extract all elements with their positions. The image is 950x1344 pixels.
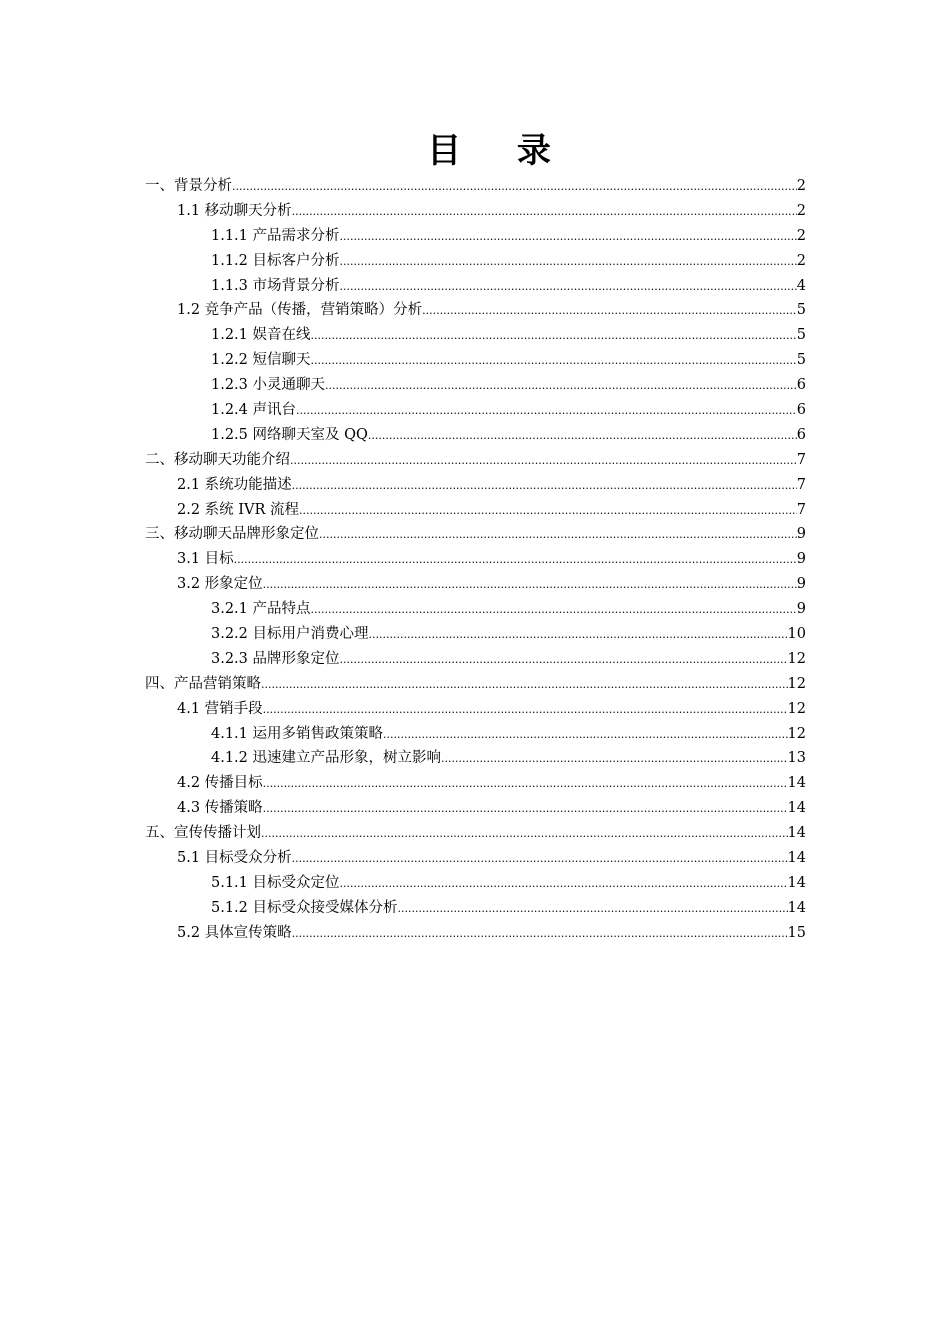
toc-leader-dots (263, 698, 788, 722)
toc-entry-page-number: 13 (787, 750, 806, 767)
toc-entry-page-number: 2 (796, 202, 806, 219)
toc-leader-dots (441, 747, 788, 771)
toc-entry-label: 4.1.1 运用多销售政策策略 (211, 725, 384, 742)
toc-leader-dots (311, 349, 797, 373)
toc-leader-dots (340, 648, 788, 672)
toc-leader-dots (368, 424, 797, 448)
toc-entry-page-number: 14 (787, 800, 806, 817)
toc-entry[interactable] (145, 622, 806, 647)
toc-entry-page-number: 9 (796, 601, 806, 618)
toc-leader-dots (263, 772, 788, 796)
toc-entry-label: 2.1 系统功能描述 (177, 476, 292, 493)
toc-entry-page-number: 9 (796, 551, 806, 568)
toc-entry-label: 1.2.5 网络聊天室及 QQ (211, 426, 368, 443)
toc-entry-label: 4.1.2 迅速建立产品形象，树立影响 (211, 750, 442, 767)
toc-leader-dots (292, 922, 788, 946)
toc-leader-dots (296, 399, 797, 423)
toc-entry[interactable] (145, 473, 806, 498)
toc-entry[interactable] (145, 174, 806, 199)
toc-entry[interactable] (145, 921, 806, 946)
toc-entry-page-number: 2 (796, 178, 806, 194)
toc-entry[interactable] (145, 199, 806, 224)
toc-entry-label: 1.2.1 娱音在线 (211, 327, 311, 344)
toc-entry[interactable] (145, 274, 806, 299)
toc-entry-page-number: 10 (787, 626, 806, 643)
toc-leader-dots (319, 523, 797, 547)
toc-entry-page-number: 9 (796, 576, 806, 593)
toc-entry[interactable] (145, 498, 806, 523)
toc-entry-label: 1.2.4 声讯台 (211, 402, 297, 419)
toc-entry-label: 一、背景分析 (145, 178, 232, 194)
toc-entry-page-number: 6 (796, 426, 806, 443)
toc-leader-dots (292, 200, 797, 224)
toc-entry-label: 1.2.2 短信聊天 (211, 352, 311, 369)
toc-entry-page-number: 7 (796, 501, 806, 518)
toc-entry-page-number: 12 (787, 700, 806, 717)
toc-leader-dots (325, 374, 797, 398)
toc-entry-label: 4.2 传播目标 (177, 775, 263, 792)
toc-entry-label: 1.2 竞争产品（传播，营销策略）分析 (177, 302, 423, 319)
toc-entry-label: 1.1.2 目标客户分析 (211, 252, 340, 269)
toc-entry-page-number: 7 (796, 476, 806, 493)
toc-leader-dots (340, 250, 797, 274)
toc-entry-page-number: 2 (796, 252, 806, 269)
toc-leader-dots (422, 299, 797, 323)
toc-entry-label: 1.2.3 小灵通聊天 (211, 377, 326, 394)
toc-entry-label: 1.1.3 市场背景分析 (211, 277, 340, 294)
toc-entry-label: 5.1.1 目标受众定位 (211, 874, 340, 891)
toc-entry-page-number: 5 (796, 327, 806, 344)
toc-entry-label: 3.2.2 目标用户消费心理 (211, 626, 369, 643)
toc-entry[interactable] (145, 249, 806, 274)
toc-entry[interactable] (145, 846, 806, 871)
toc-entry[interactable] (145, 298, 806, 323)
toc-entry-page-number: 6 (796, 402, 806, 419)
toc-entry-label: 3.2.3 品牌形象定位 (211, 650, 340, 667)
toc-entry-page-number: 15 (787, 924, 806, 941)
toc-entry-page-number: 5 (796, 302, 806, 319)
toc-entry-label: 1.1 移动聊天分析 (177, 202, 292, 219)
toc-entry[interactable] (145, 323, 806, 348)
toc-entry-page-number: 14 (787, 899, 806, 916)
toc-entry[interactable] (145, 722, 806, 747)
toc-leader-dots (369, 623, 788, 647)
toc-leader-dots (232, 175, 797, 199)
toc-entry-page-number: 7 (796, 451, 806, 468)
toc-leader-dots (311, 598, 797, 622)
toc-entry[interactable] (145, 647, 806, 672)
toc-entry[interactable] (145, 771, 806, 796)
toc-entry-label: 三、移动聊天品牌形象定位 (145, 526, 319, 543)
toc-entry-label: 五、宣传传播计划 (145, 825, 261, 842)
toc-entry-page-number: 5 (796, 352, 806, 369)
toc-list (145, 174, 806, 946)
toc-entry[interactable] (145, 597, 806, 622)
toc-leader-dots (398, 897, 788, 921)
toc-leader-dots (234, 548, 797, 572)
toc-entry-label: 3.2 形象定位 (177, 576, 263, 593)
toc-entry-label: 二、移动聊天功能介绍 (145, 451, 290, 468)
toc-leader-dots (292, 847, 788, 871)
toc-entry[interactable] (145, 896, 806, 921)
toc-leader-dots (261, 673, 788, 697)
toc-entry-page-number: 14 (787, 874, 806, 891)
toc-entry-page-number: 9 (796, 526, 806, 543)
toc-entry[interactable] (145, 522, 806, 547)
toc-entry-label: 四、产品营销策略 (145, 675, 261, 692)
toc-entry[interactable] (145, 547, 806, 572)
toc-entry[interactable] (145, 746, 806, 771)
toc-entry-page-number: 12 (787, 725, 806, 742)
toc-entry-label: 1.1.1 产品需求分析 (211, 227, 340, 244)
toc-entry[interactable] (145, 373, 806, 398)
toc-leader-dots (311, 324, 797, 348)
toc-entry[interactable] (145, 871, 806, 896)
toc-entry-page-number: 4 (796, 277, 806, 294)
toc-entry-page-number: 14 (787, 775, 806, 792)
toc-entry-label: 5.1 目标受众分析 (177, 850, 292, 867)
toc-entry-label: 4.1 营销手段 (177, 700, 263, 717)
toc-entry[interactable] (145, 224, 806, 249)
toc-entry-page-number: 14 (787, 825, 806, 842)
toc-entry-label: 4.3 传播策略 (177, 800, 263, 817)
toc-entry-label: 2.2 系统 IVR 流程 (177, 501, 300, 518)
toc-entry[interactable] (145, 448, 806, 473)
toc-leader-dots (383, 723, 788, 747)
toc-entry[interactable] (145, 398, 806, 423)
toc-leader-dots (292, 474, 797, 498)
toc-leader-dots (340, 275, 797, 299)
toc-entry-page-number: 2 (796, 227, 806, 244)
toc-entry-label: 5.1.2 目标受众接受媒体分析 (211, 899, 398, 916)
toc-entry[interactable] (145, 423, 806, 448)
toc-entry-label: 3.2.1 产品特点 (211, 601, 311, 618)
toc-leader-dots (261, 822, 788, 846)
toc-entry[interactable] (145, 572, 806, 597)
toc-entry-label: 3.1 目标 (177, 551, 234, 568)
toc-leader-dots (340, 225, 797, 249)
toc-entry-page-number: 6 (796, 377, 806, 394)
toc-entry-page-number: 14 (787, 850, 806, 867)
toc-leader-dots (340, 872, 788, 896)
toc-leader-dots (299, 499, 797, 523)
toc-leader-dots (290, 449, 797, 473)
toc-entry[interactable] (145, 796, 806, 821)
toc-title: 目 录 (427, 131, 573, 171)
toc-entry-label: 5.2 具体宣传策略 (177, 924, 292, 941)
toc-leader-dots (263, 573, 797, 597)
toc-entry[interactable] (145, 672, 806, 697)
toc-leader-dots (263, 797, 788, 821)
toc-entry-page-number: 12 (787, 675, 806, 692)
toc-entry[interactable] (145, 821, 806, 846)
toc-entry[interactable] (145, 348, 806, 373)
toc-entry[interactable] (145, 697, 806, 722)
toc-entry-page-number: 12 (787, 650, 806, 667)
